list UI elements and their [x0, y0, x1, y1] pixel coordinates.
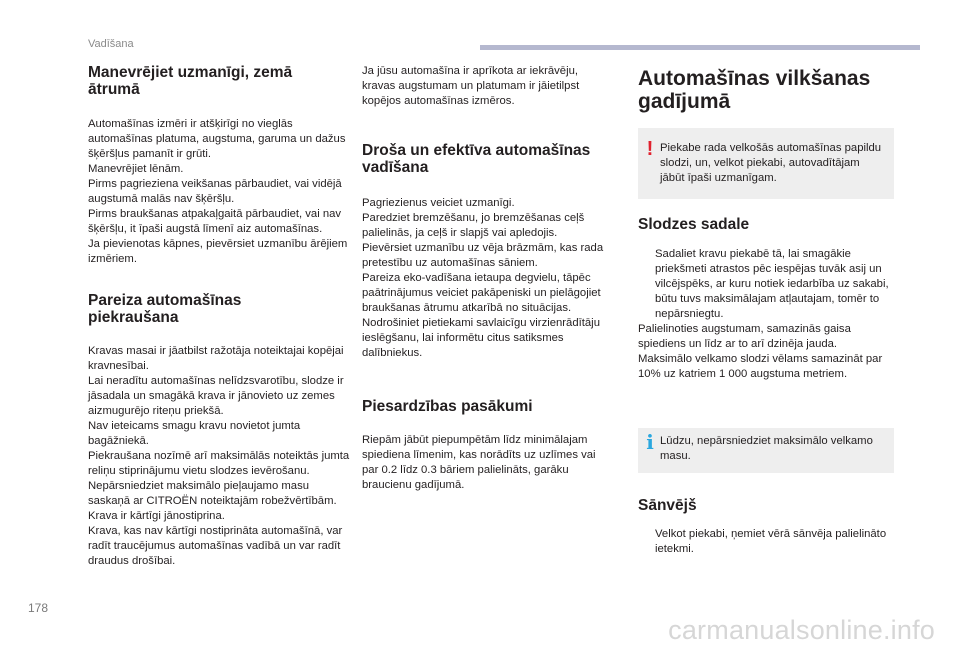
heading-precautions: Piesardzības pasākumi [362, 398, 533, 415]
column-middle [362, 64, 608, 493]
column-right [638, 64, 894, 557]
column-left [88, 64, 352, 569]
list-item [638, 527, 894, 557]
warning-box [638, 128, 894, 199]
info-text: Lūdzu, nepārsniedziet maksimālo velkamo masu. [660, 435, 873, 462]
bullet-load-text: Sadaliet kravu piekabē tā, lai smagākie priekšmeti atrastos pēc iespējas tuvāk asij un vilcējspēks, ar kuru notiek iedarbība uz sakabi, būtu tuvs maksimālajam atļautajam, tomēr to nepārsniegtu. [655, 248, 889, 320]
bullet-crosswind-text: Velkot piekabi, ņemiet vērā sānvēja palielināto ietekmi. [655, 528, 887, 555]
paragraph-safe-driving: Pagriezienus veiciet uzmanīgi. Paredziet bremzēšanu, jo bremzēšanas ceļš palielinās, ja ceļš ir slapjš vai apledojis. Pievērsiet uzmanību uz vēja brāzmām, kas rada pretestību uz automašīnas sāniem. Pareiza eko-vadīšana ietaupa degvielu, tāpēc paātrinājumus veiciet pakāpeniski un pielāgojiet braukšanas ātrumu atkarībā no situācijas. Nodrošiniet pietiekami savlaicīgu virzienrādītāju ieslēgšanu, lai informētu citus satiksmes dalībniekus. [362, 197, 604, 359]
heading-maneuver: Manevrējiet uzmanīgi, zemā ātrumā [88, 64, 293, 98]
list-item [638, 247, 894, 322]
bullet-arrow-icon [638, 247, 655, 322]
section-label: Vadīšana [88, 38, 134, 50]
info-icon: i [646, 430, 654, 454]
paragraph-loading: Kravas masai ir jāatbilst ražotāja noteiktajai kopējai kravnesībai. Lai neradītu automašīnas nelīdzsvarotību, slodze ir jāsadala un smagākā krava ir jānovieto uz zemes aizmugurējo riteņu priekšā. Nav ieteicams smagu kravu novietot jumta bagāžniekā. Piekraušana nozīmē arī maksimālās noteiktās jumta reliņu stiprinājumu vietu slodzes ievērošanu. Nepārsniedziet maksimālo pieļaujamo masu saskaņā ar CITROËN noteiktajām robežvērtībām. Krava ir kārtīgi jānostiprina. Krava, kas nav kārtīgi nostiprināta automašīnā, var radīt traucējumus automašīnas vadībā un var radīt draudus drošībai. [88, 345, 350, 567]
paragraph-precautions: Riepām jābūt piepumpētām līdz minimālajam spiediena līmenim, kas norādīts uz uzlīmes vai par 0.2 līdz 0.3 bāriem palielināts, garāku braucienu gadījumā. [362, 434, 596, 491]
warning-text: Piekabe rada velkošās automašīnas papildu slodzi, un, velkot piekabi, autovadītājam jābūt īpaši uzmanīgam. [660, 142, 882, 184]
header-bar [480, 45, 920, 50]
bullet-arrow-icon [638, 527, 655, 557]
warning-icon: ! [646, 138, 654, 160]
paragraph-loader: Ja jūsu automašīna ir aprīkota ar iekrāvēju, kravas augstumam un platumam ir jāietilpst kopējos automašīnas izmēros. [362, 65, 580, 107]
paragraph-altitude: Palielinoties augstumam, samazinās gaisa spiediens un līdz ar to arī dzinēja jauda. Maksimālo velkamo slodzi vēlams samazināt par 10% uz katriem 1 000 augstuma metriem. [638, 323, 883, 380]
heading-loading: Pareiza automašīnas piekraušana [88, 292, 242, 326]
paragraph-maneuver: Automašīnas izmēri ir atšķirīgi no vieglās automašīnas platuma, augstuma, garuma un dažus šķēršļus pamanīt ir grūti. Manevrējiet lēnām. Pirms pagrieziena veikšanas pārbaudiet, vai vidējā augstumā malās nav šķēršļu. Pirms braukšanas atpakaļgaitā pārbaudiet, vai nav šķēršļu, it īpaši augstā līmenī aiz automašīnas. Ja pievienotas kāpnes, pievērsiet uzmanību ārējiem izmēriem. [88, 118, 348, 265]
info-box [638, 428, 894, 473]
heading-safe-driving: Droša un efektīva automašīnas vadīšana [362, 142, 591, 176]
heading-crosswind: Sānvējš [638, 497, 697, 514]
heading-load-distribution: Slodzes sadale [638, 216, 750, 233]
page-number: 178 [28, 601, 49, 615]
watermark: carmanualsonline.info [668, 615, 935, 645]
main-title-towing: Automašīnas vilkšanas gadījumā [638, 67, 871, 113]
